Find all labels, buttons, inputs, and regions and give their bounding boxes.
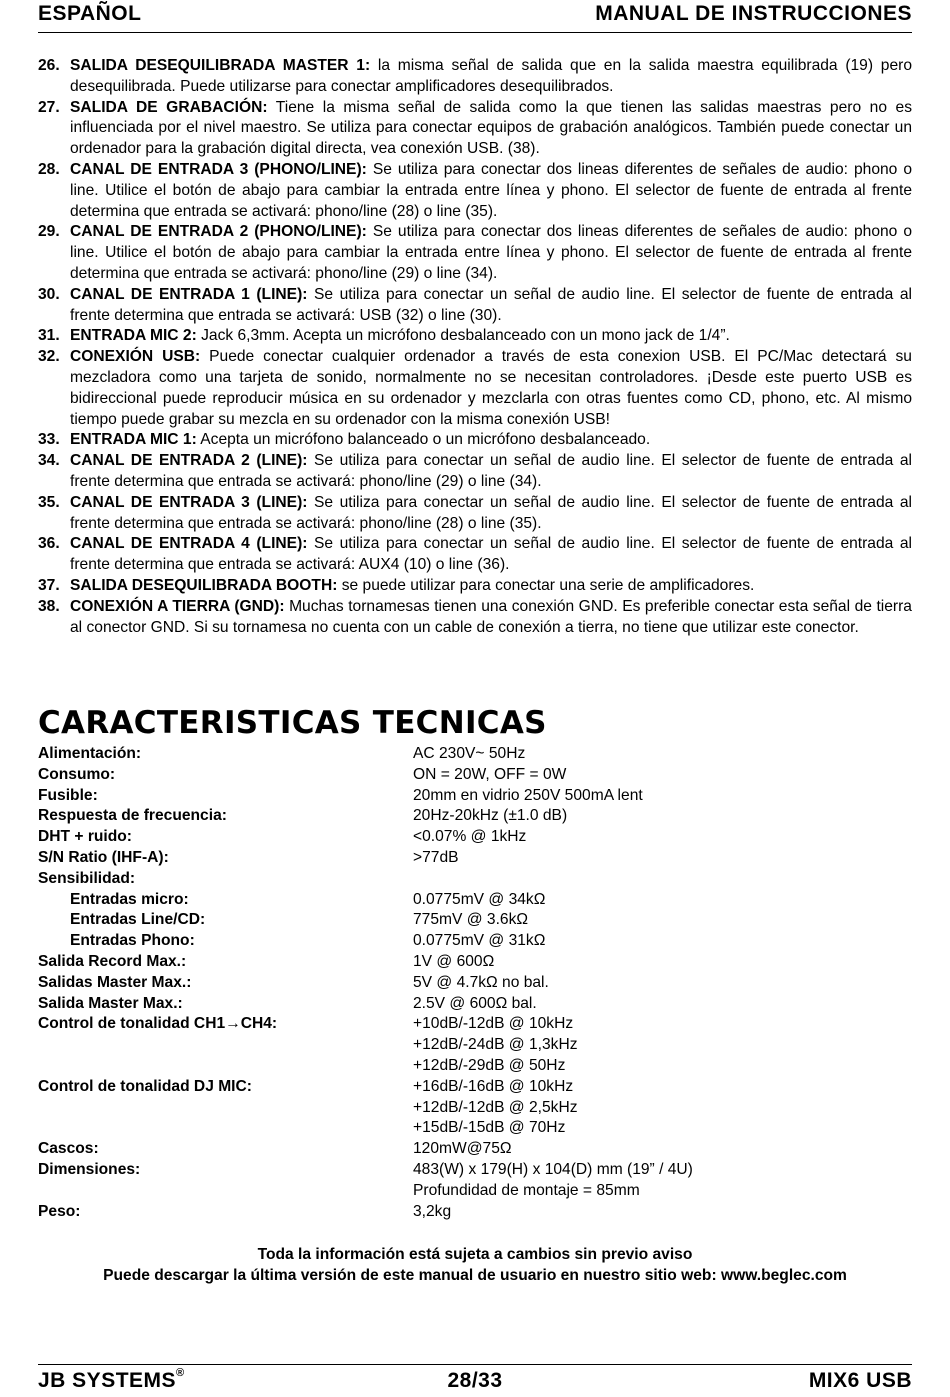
list-item — [38, 347, 912, 430]
item-text: Se utiliza para conectar dos lineas diferentes de señales de audio: phono o line. Utilice el botón de abajo para cambiar la entrada entre línea y phono. El selector de fuente de entrada al frente determina que entrada se activará: phono/line (28) o line (35). — [70, 160, 912, 220]
item-number: 33. — [38, 431, 60, 449]
download-text: Puede descargar la última versión de este manual de usuario en nuestro sitio web: www.beglec.com — [103, 1267, 847, 1284]
spec-label: Sensibilidad: — [38, 869, 136, 887]
spec-label: Consumo: — [38, 765, 116, 783]
specs-heading: CARACTERISTICAS TECNICAS — [38, 705, 547, 741]
spec-value: Profundidad de montaje = 85mm — [413, 1181, 640, 1199]
item-text: Se utiliza para conectar dos lineas diferentes de señales de audio: phono o line. Utilice el botón de abajo para cambiar la entrada entre línea y phono. El selector de fuente de entrada al frente determina que entrada se activará: phono/line (29) o line (34). — [70, 223, 912, 282]
spec-value: 1V @ 600Ω — [413, 952, 495, 970]
footer-model: MIX6 USB — [808, 1369, 912, 1392]
item-body — [70, 597, 912, 639]
spec-label: Control de tonalidad DJ MIC: — [38, 1077, 252, 1095]
item-body — [70, 347, 912, 430]
spec-row — [38, 1139, 912, 1160]
spec-label: Dimensiones: — [38, 1160, 141, 1178]
spec-label: Salida Master Max.: — [38, 994, 183, 1012]
spec-label — [38, 1056, 413, 1077]
item-text: Acepta un micrófono balanceado o un micrófono desbalanceado. — [196, 431, 651, 449]
spec-value: 483(W) x 179(H) x 104(D) mm (19” / 4U) — [413, 1160, 693, 1178]
spec-value: +16dB/-16dB @ 10kHz — [413, 1077, 574, 1095]
list-item — [38, 451, 912, 493]
item-body — [70, 222, 912, 284]
item-title: CANAL DE ENTRADA 3 (LINE): — [70, 493, 308, 511]
item-number: 30. — [38, 285, 60, 303]
item-body — [70, 576, 912, 597]
spec-label: Fusible: — [38, 786, 98, 804]
spec-row — [38, 973, 912, 994]
page-header — [38, 2, 912, 33]
item-body — [70, 493, 912, 535]
spec-row — [38, 1118, 912, 1139]
list-item — [38, 160, 912, 222]
spec-row — [38, 1077, 912, 1098]
item-text: Se utiliza para conectar un señal de audio line. El selector de fuente de entrada al frente determina que entrada se activará: phono/line (28) o line (35). — [70, 493, 912, 532]
item-text: Se utiliza para conectar un señal de audio line. El selector de fuente de entrada al frente determina que entrada se activará: USB (32) o line (30). — [70, 285, 912, 324]
list-item — [38, 597, 912, 639]
item-title: CANAL DE ENTRADA 1 (LINE): — [70, 285, 308, 303]
spec-value: 775mV @ 3.6kΩ — [413, 911, 529, 929]
spec-row — [38, 910, 912, 931]
item-text: Jack 6,3mm. Acepta un micrófono desbalanceado con un mono jack de 1/4”. — [196, 327, 730, 345]
spec-label — [38, 1098, 413, 1119]
item-text: Se utiliza para conectar un señal de audio line. El selector de fuente de entrada al frente determina que entrada se activará: AUX4 (10) o line (36). — [70, 535, 912, 574]
item-number: 32. — [38, 348, 60, 366]
spec-label: Entradas Phono: — [70, 932, 195, 950]
list-item — [38, 222, 912, 284]
notice-text: Toda la información está sujeta a cambios sin previo aviso — [257, 1246, 693, 1263]
spec-label: S/N Ratio (IHF-A): — [38, 848, 169, 866]
spec-label: Cascos: — [38, 1140, 99, 1158]
spec-row — [38, 1056, 912, 1077]
item-title: CANAL DE ENTRADA 2 (PHONO/LINE): — [70, 223, 367, 241]
spec-label: Entradas Line/CD: — [70, 911, 206, 929]
item-number: 31. — [38, 327, 60, 345]
item-title: CONEXIÓN A TIERRA (GND): — [70, 597, 285, 615]
spec-label: Alimentación: — [38, 745, 142, 762]
list-item — [38, 430, 912, 451]
list-item — [38, 576, 912, 597]
item-number: 36. — [38, 535, 60, 553]
item-title: CANAL DE ENTRADA 3 (PHONO/LINE): — [70, 160, 367, 178]
item-text: Tiene la misma señal de salida como la que tienen las salidas maestras pero no es influenciada por el nivel maestro. Se utiliza para conectar equipos de grabación analógicos. También puede conectar un ordenador para la grabación digital directa, vea conexión USB. (38). — [70, 98, 912, 158]
footer-notes — [0, 1244, 950, 1286]
item-number: 35. — [38, 493, 60, 511]
spec-value: ON = 20W, OFF = 0W — [413, 765, 567, 783]
spec-value: AC 230V~ 50Hz — [413, 745, 526, 762]
spec-value: 120mW@75Ω — [413, 1140, 512, 1158]
list-item — [38, 534, 912, 576]
spec-row — [38, 1160, 912, 1181]
spec-value: 3,2kg — [413, 1202, 452, 1220]
spec-value: 0.0775mV @ 31kΩ — [413, 932, 546, 950]
item-text: la misma señal de salida que en la salida maestra equilibrada (19) pero desequilibrada. Puede utilizarse para conectar amplificadores desequilibrados. — [70, 57, 912, 95]
item-number: 34. — [38, 452, 60, 470]
list-item — [38, 98, 912, 160]
item-body — [70, 534, 912, 576]
spec-value: +15dB/-15dB @ 70Hz — [413, 1119, 566, 1137]
spec-value: +12dB/-12dB @ 2,5kHz — [413, 1098, 578, 1116]
spec-value: 0.0775mV @ 34kΩ — [413, 890, 546, 908]
item-number: 28. — [38, 160, 60, 178]
item-body — [70, 430, 912, 451]
spec-row — [38, 1181, 912, 1202]
spec-value: +12dB/-29dB @ 50Hz — [413, 1056, 566, 1074]
item-title: ENTRADA MIC 1: — [70, 431, 197, 449]
spec-row — [38, 1098, 912, 1119]
list-item — [38, 326, 912, 347]
item-text: se puede utilizar para conectar una serie de amplificadores. — [337, 576, 755, 594]
spec-row — [38, 744, 912, 765]
numbered-item-list — [38, 56, 912, 638]
item-text: Muchas tornamesas tienen una conexión GND. Es preferible conectar esta señal de tierra al conector GND. Si su tornamesa no cuenta con un cable de conexión a tierra, no tiene que utilizar este conector. — [70, 597, 912, 636]
item-text: Puede conectar cualquier ordenador a través de esta conexion USB. El PC/Mac detectará su mezcladora como una tarjeta de sonido, normalmente no se necesitan controladores. ¡Desde este puerto USB es bidireccional puede reproducir música en su ordenador y mezclarla con otras fuentes como CD, phono, etc. Al mismo tiempo puede grabar su mezcla en su ordenador con la misma conexión USB! — [70, 348, 912, 428]
item-title: CONEXIÓN USB: — [70, 348, 201, 366]
header-language: ESPAÑOL — [38, 2, 142, 25]
brand-name: JB SYSTEMS — [38, 1369, 177, 1392]
spec-row — [38, 931, 912, 952]
spec-row — [38, 869, 912, 890]
item-body — [70, 326, 912, 347]
item-text: Se utiliza para conectar un señal de audio line. El selector de fuente de entrada al frente determina que entrada se activará: phono/line (29) o line (34). — [70, 452, 912, 490]
spec-row — [38, 1035, 912, 1056]
item-number: 27. — [38, 98, 60, 116]
spec-row — [38, 1202, 912, 1223]
registered-mark: ® — [176, 1367, 185, 1379]
spec-label — [38, 1181, 413, 1202]
spec-label: Salidas Master Max.: — [38, 973, 192, 991]
spec-value: >77dB — [413, 848, 459, 866]
spec-value: 20Hz-20kHz (±1.0 dB) — [413, 807, 568, 825]
spec-row — [38, 1014, 912, 1035]
spec-row — [38, 952, 912, 973]
item-number: 29. — [38, 223, 60, 241]
item-body — [70, 98, 912, 160]
spec-value: +10dB/-12dB @ 10kHz — [413, 1015, 574, 1033]
item-body — [70, 451, 912, 493]
spec-row — [38, 994, 912, 1015]
list-item — [38, 493, 912, 535]
item-number: 38. — [38, 597, 60, 615]
item-body — [70, 285, 912, 327]
item-title: SALIDA DESEQUILIBRADA MASTER 1: — [70, 57, 371, 74]
spec-value — [413, 869, 912, 890]
page-number: 28/33 — [447, 1369, 503, 1392]
item-title: ENTRADA MIC 2: — [70, 327, 197, 345]
item-title: CANAL DE ENTRADA 4 (LINE): — [70, 535, 308, 553]
spec-row — [38, 890, 912, 911]
spec-value: 2.5V @ 600Ω bal. — [413, 994, 537, 1012]
item-number: 26. — [38, 57, 60, 74]
spec-row — [38, 786, 912, 807]
spec-value: <0.07% @ 1kHz — [413, 828, 527, 846]
header-manual-title: MANUAL DE INSTRUCCIONES — [595, 2, 912, 25]
spec-value: 5V @ 4.7kΩ no bal. — [413, 973, 549, 991]
item-body — [70, 160, 912, 222]
spec-label — [38, 1035, 413, 1056]
spec-label: Control de tonalidad CH1→CH4: — [38, 1015, 278, 1033]
spec-row — [38, 765, 912, 786]
spec-label: Peso: — [38, 1202, 81, 1220]
spec-row — [38, 848, 912, 869]
list-item — [38, 56, 912, 98]
page-footer — [38, 1364, 912, 1397]
item-title: SALIDA DE GRABACIÓN: — [70, 98, 268, 116]
spec-value: 20mm en vidrio 250V 500mA lent — [413, 786, 643, 804]
spec-label — [38, 1118, 413, 1139]
item-number: 37. — [38, 576, 60, 594]
spec-label: Entradas micro: — [70, 890, 189, 908]
spec-row — [38, 806, 912, 827]
spec-label: Salida Record Max.: — [38, 952, 187, 970]
item-body — [70, 56, 912, 98]
spec-value: +12dB/-24dB @ 1,3kHz — [413, 1036, 578, 1054]
item-title: SALIDA DESEQUILIBRADA BOOTH: — [70, 576, 338, 594]
spec-label: DHT + ruido: — [38, 828, 132, 846]
list-item — [38, 285, 912, 327]
item-title: CANAL DE ENTRADA 2 (LINE): — [70, 452, 308, 470]
specs-table — [38, 744, 912, 1222]
spec-row — [38, 827, 912, 848]
spec-label: Respuesta de frecuencia: — [38, 807, 227, 825]
